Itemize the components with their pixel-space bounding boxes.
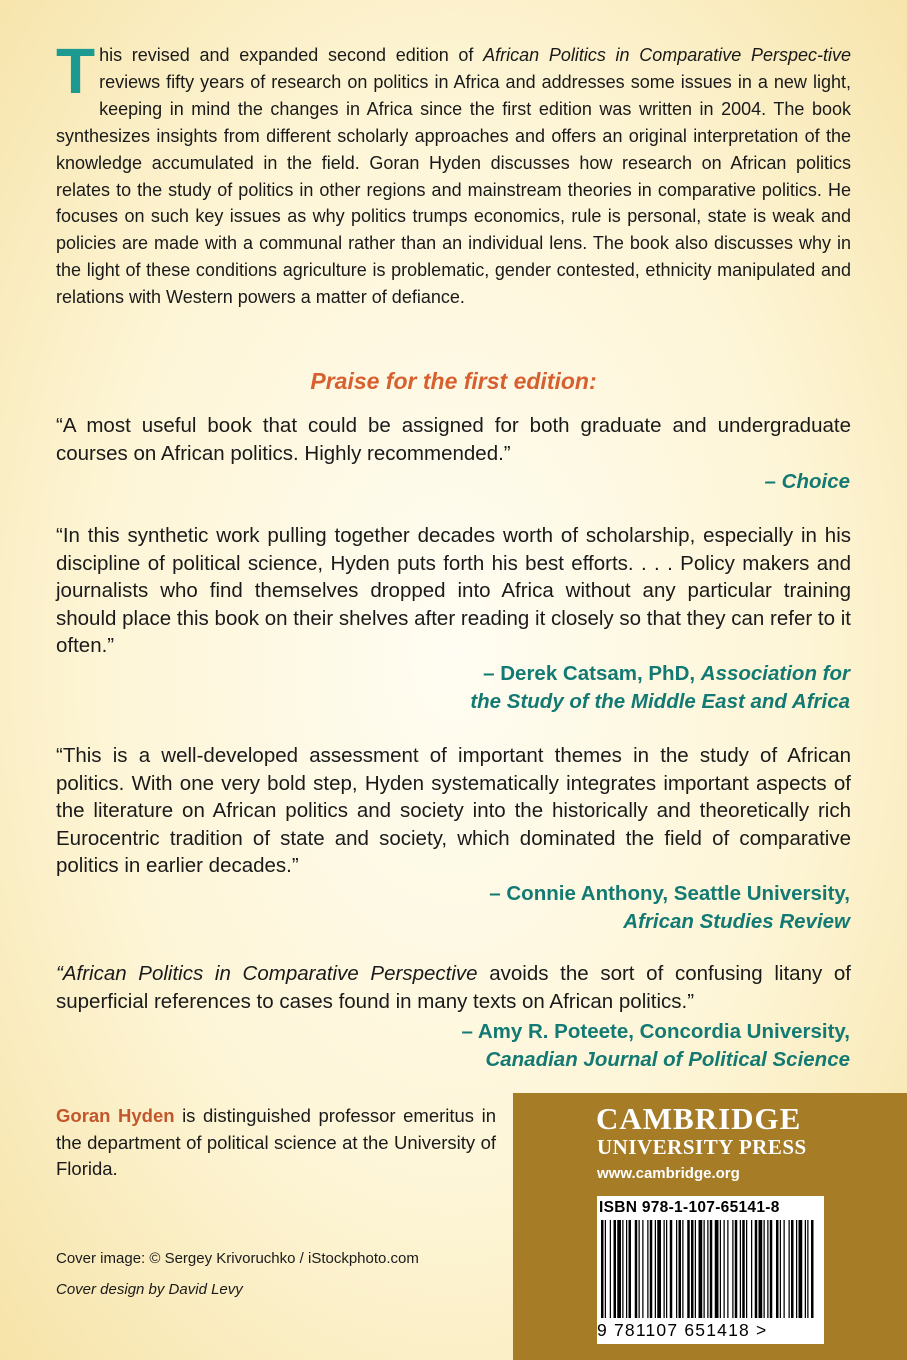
attribution-2-org-cont: the Study of the Middle East and Africa bbox=[470, 689, 850, 713]
praise-heading: Praise for the first edition: bbox=[310, 368, 597, 394]
drop-cap: T bbox=[56, 35, 96, 107]
book-description bbox=[56, 35, 851, 311]
isbn-label: ISBN 978-1-107-65141-8 bbox=[599, 1199, 780, 1216]
attribution-4-journal: Canadian Journal of Political Science bbox=[485, 1047, 850, 1071]
publisher-name: CAMBRIDGE bbox=[596, 1101, 802, 1136]
cover-design-credit: Cover design by David Levy bbox=[56, 1281, 243, 1298]
publisher-panel bbox=[513, 1093, 907, 1360]
review-quote-2: “In this synthetic work pulling together decades worth of scholarship, especially in his discipline of political science, Hyden puts forth his best efforts. . . . Policy makers and journalists who find themselves dropped into Africa without any particular training should place this book on their shelves after reading it closely so that they can refer to it often.” bbox=[56, 524, 851, 658]
attribution-4-name: – Amy R. Poteete, Concordia University, bbox=[461, 1020, 850, 1043]
quote-4-title: “African Politics in Comparative Perspective bbox=[56, 962, 478, 985]
cover-image-credit: Cover image: © Sergey Krivoruchko / iStockphoto.com bbox=[56, 1250, 419, 1267]
review-attribution-1 bbox=[55, 468, 850, 496]
barcode-icon bbox=[601, 1220, 820, 1318]
review-attribution-3 bbox=[55, 880, 850, 935]
attribution-2-name: – Derek Catsam, PhD, bbox=[483, 662, 701, 685]
quote-4-body: avoids the sort of confusing litany of superficial references to cases found in many texts on African politics.” bbox=[56, 962, 852, 1013]
barcode-panel bbox=[597, 1196, 824, 1344]
attribution-2-org: Association for bbox=[700, 662, 850, 685]
barcode-digits: 9 781107 651418 > bbox=[597, 1320, 768, 1340]
attribution-1-source: – Choice bbox=[764, 470, 850, 493]
author-name: Goran Hyden bbox=[56, 1105, 175, 1126]
attribution-3-name: – Connie Anthony, Seattle University, bbox=[489, 882, 850, 905]
review-attribution-4 bbox=[55, 1018, 850, 1073]
description-title: African Politics in Comparative Perspec-tive bbox=[483, 45, 851, 65]
description-part2: reviews fifty years of research on politics in Africa and addresses some issues in a new light, keeping in mind the changes in Africa since the first edition was written in 2004. The book synthesizes insights from different scholarly approaches and offers an original interpretation of the knowledge accumulated in the field. Goran Hyden discusses how research on African politics relates to the study of politics in other regions and mainstream theories in comparative politics. He focuses on such key issues as why politics trumps economics, rule is personal, state is weak and policies are made with a communal rather than an individual lens. The book also discusses why in the light of these conditions agriculture is problematic, gender contested, ethnicity manipulated and relations with Western powers a matter of defiance. bbox=[56, 71, 851, 308]
review-quote-3: “This is a well-developed assessment of important themes in the study of African politics. With one very bold step, Hyden systematically integrates important aspects of the literature on African politics and society into the historically and theoretically rich Eurocentric tradition of state and society, which dominated the field of comparative politics in earlier decades.” bbox=[56, 744, 851, 878]
review-quote-4 bbox=[56, 960, 851, 1015]
publisher-subname: UNIVERSITY PRESS bbox=[597, 1135, 807, 1159]
attribution-3-journal: African Studies Review bbox=[623, 909, 850, 933]
publisher-url[interactable]: www.cambridge.org bbox=[597, 1165, 740, 1182]
author-bio-text: is distinguished professor emeritus in the department of political science at the University of Florida. bbox=[56, 1105, 496, 1179]
review-attribution-2 bbox=[55, 660, 850, 715]
review-quote-1: “A most useful book that could be assigned for both graduate and undergraduate courses on African politics. Highly recommended.” bbox=[56, 414, 851, 465]
description-part1: his revised and expanded second edition of bbox=[99, 45, 484, 65]
author-bio bbox=[56, 1103, 496, 1183]
